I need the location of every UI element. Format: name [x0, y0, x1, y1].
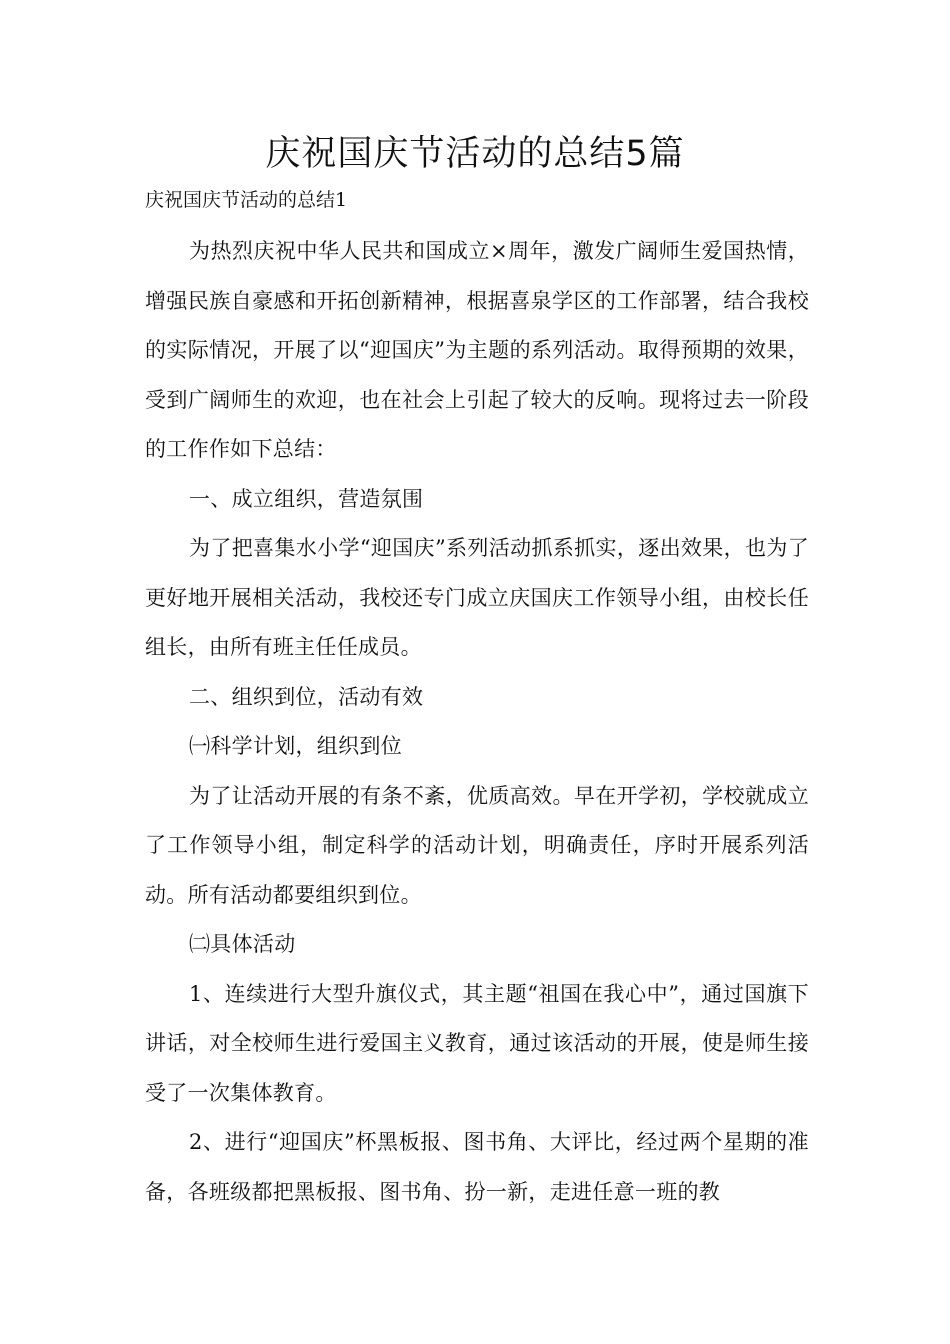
paragraph-intro: 为热烈庆祝中华人民共和国成立×周年，激发广阔师生爱国热情，增强民族自豪感和开拓创新精神，根据喜泉学区的工作部署，结合我校的实际情况，开展了以“迎国庆”为主题的系列活动。取得预期的效果，受到广阔师生的欢迎，也在社会上引起了较大的反响。现将过去一阶段的工作作如下总结： — [145, 239, 809, 461]
section-subtitle: 庆祝国庆节活动的总结1 — [145, 189, 348, 211]
document-body — [145, 227, 809, 1217]
paragraph-activity-1: 1、连续进行大型升旗仪式，其主题“祖国在我心中”，通过国旗下讲话，对全校师生进行爱国主义教育，通过该活动的开展，使是师生接受了一次集体教育。 — [145, 981, 809, 1105]
subheading-activities: ㈡具体活动 — [189, 932, 296, 956]
heading-section-1: 一、成立组织，营造氛围 — [189, 486, 424, 511]
paragraph-activity-2: 2、进行“迎国庆”杯黑板报、图书角、大评比，经过两个星期的准备，各班级都把黑板报、图书角、扮一新，走进任意一班的教 — [145, 1130, 809, 1204]
subheading-plan: ㈠科学计划，组织到位 — [189, 734, 402, 758]
document-title: 庆祝国庆节活动的总结5篇 — [265, 134, 685, 174]
heading-section-2: 二、组织到位，活动有效 — [189, 684, 424, 709]
paragraph-plan: 为了让活动开展的有条不紊，优质高效。早在开学初，学校就成立了工作领导小组，制定科学的活动计划，明确责任，序时开展系列活动。所有活动都要组织到位。 — [145, 783, 809, 907]
paragraph-organization: 为了把喜集水小学“迎国庆”系列活动抓系抓实，逐出效果，也为了更好地开展相关活动，我校还专门成立庆国庆工作领导小组，由校长任组长，由所有班主任任成员。 — [145, 536, 809, 659]
